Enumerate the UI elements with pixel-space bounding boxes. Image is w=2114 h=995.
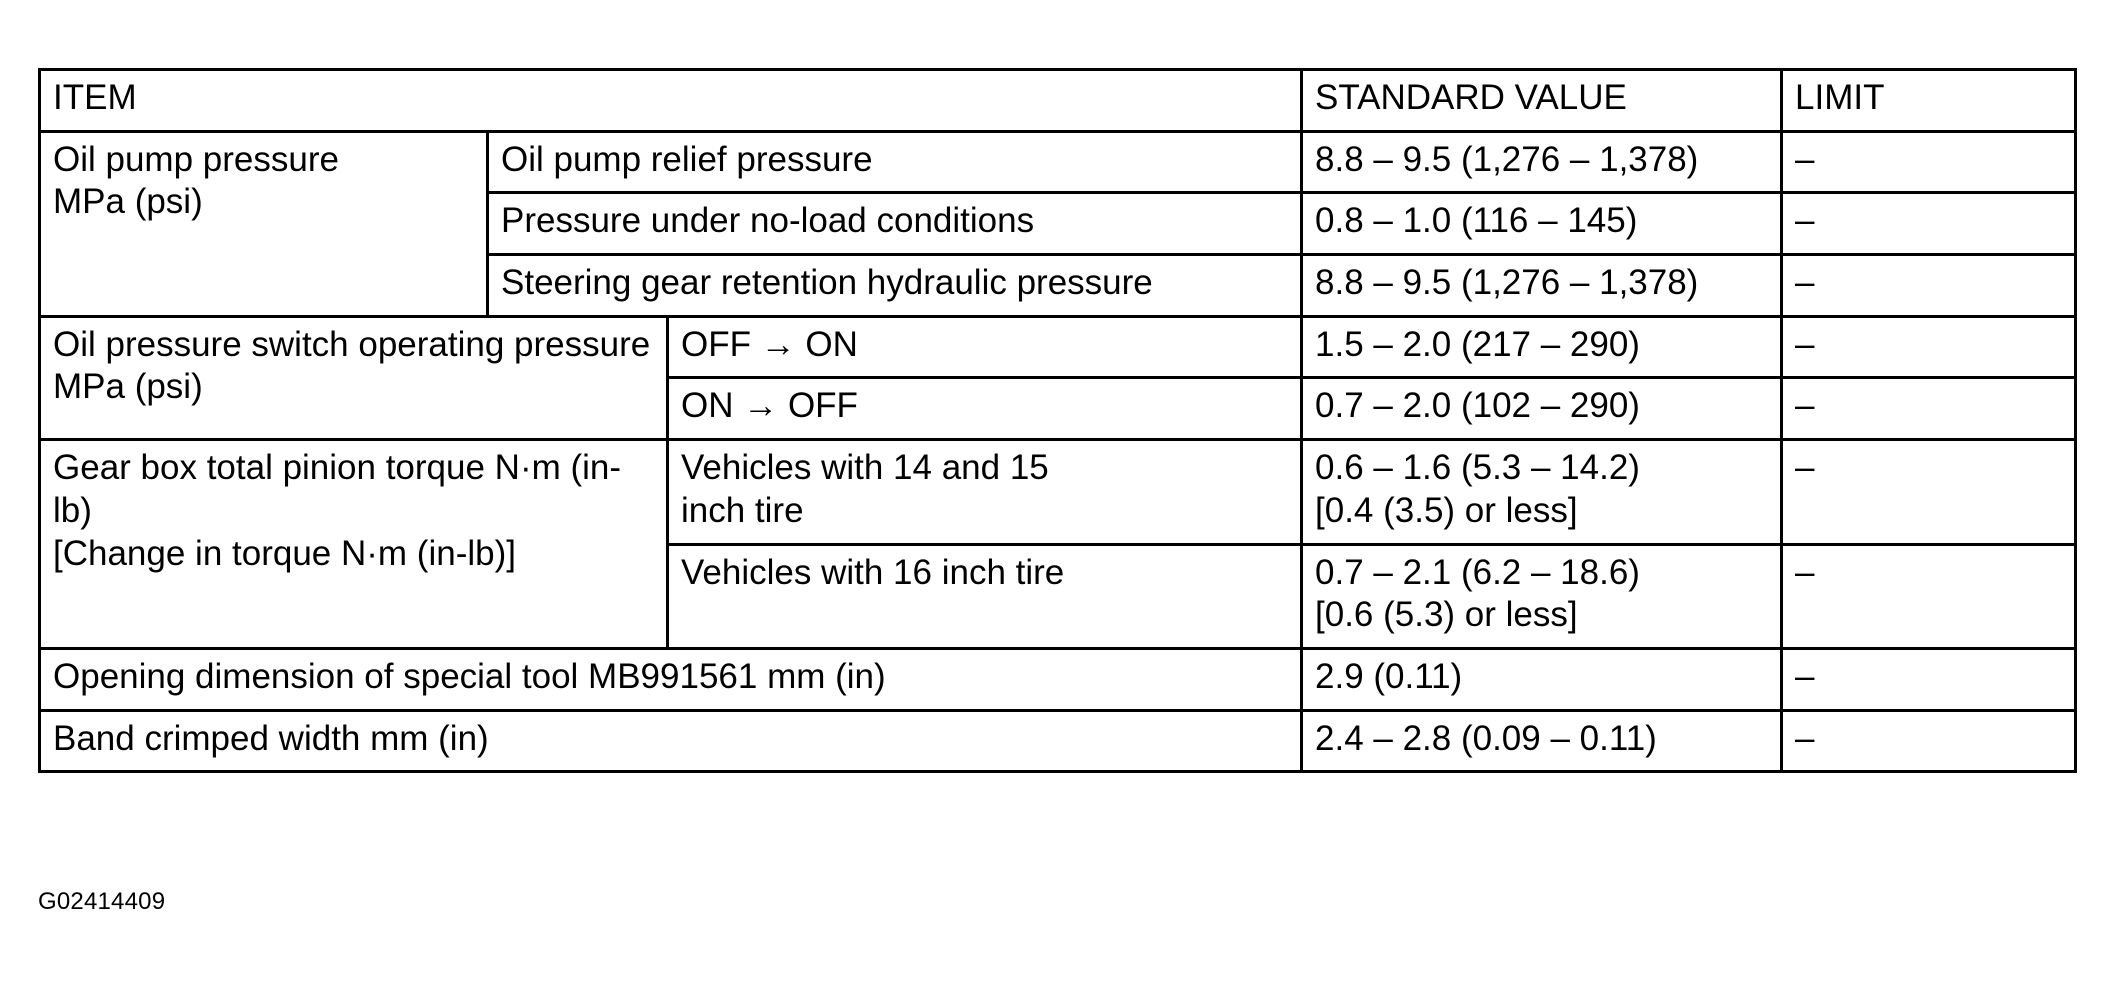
item-line-2: [Change in torque N·m (in-lb)] bbox=[53, 533, 516, 573]
standard-value-steering-gear-retention: 8.8 – 9.5 (1,276 – 1,378) bbox=[1302, 255, 1782, 317]
column-header-item: ITEM bbox=[40, 70, 1302, 132]
sub-item-steering-gear-retention: Steering gear retention hydraulic pressure bbox=[488, 255, 1302, 317]
standard-value-line-2: [0.4 (3.5) or less] bbox=[1315, 490, 1578, 530]
sub-item-pressure-no-load: Pressure under no-load conditions bbox=[488, 193, 1302, 255]
limit-steering-gear-retention: – bbox=[1782, 255, 2076, 317]
table-header-row bbox=[40, 70, 2076, 132]
standard-value-line-1: 0.7 – 2.1 (6.2 – 18.6) bbox=[1315, 552, 1640, 592]
table-row bbox=[40, 440, 2076, 544]
column-header-limit: LIMIT bbox=[1782, 70, 2076, 132]
sub-item-off-on: OFF → ON bbox=[668, 316, 1302, 378]
sub-item-line-2: inch tire bbox=[681, 490, 804, 530]
item-oil-pump-pressure bbox=[40, 131, 488, 316]
standard-value-line-2: [0.6 (5.3) or less] bbox=[1315, 595, 1578, 635]
item-oil-pressure-switch bbox=[40, 316, 668, 439]
standard-value-oil-pump-relief: 8.8 – 9.5 (1,276 – 1,378) bbox=[1302, 131, 1782, 193]
limit-band-crimped-width: – bbox=[1782, 710, 2076, 772]
table-row bbox=[40, 710, 2076, 772]
item-line-1: Oil pump pressure bbox=[53, 139, 339, 179]
sub-item-on-off: ON → OFF bbox=[668, 378, 1302, 440]
limit-opening-dimension: – bbox=[1782, 648, 2076, 710]
standard-value-tire-14-15 bbox=[1302, 440, 1782, 544]
table-row bbox=[40, 648, 2076, 710]
standard-value-line-1: 0.6 – 1.6 (5.3 – 14.2) bbox=[1315, 448, 1640, 488]
standard-value-off-on: 1.5 – 2.0 (217 – 290) bbox=[1302, 316, 1782, 378]
limit-off-on: – bbox=[1782, 316, 2076, 378]
item-band-crimped-width: Band crimped width mm (in) bbox=[40, 710, 1302, 772]
item-line-2: MPa (psi) bbox=[53, 367, 203, 407]
standard-value-on-off: 0.7 – 2.0 (102 – 290) bbox=[1302, 378, 1782, 440]
item-gear-box-pinion-torque bbox=[40, 440, 668, 649]
sub-item-oil-pump-relief: Oil pump relief pressure bbox=[488, 131, 1302, 193]
standard-value-opening-dimension: 2.9 (0.11) bbox=[1302, 648, 1782, 710]
limit-tire-16: – bbox=[1782, 544, 2076, 648]
item-line-1: Gear box total pinion torque N·m (in-lb) bbox=[53, 448, 622, 530]
sub-item-tire-14-15 bbox=[668, 440, 1302, 544]
standard-value-tire-16 bbox=[1302, 544, 1782, 648]
spec-table-container bbox=[38, 68, 2078, 773]
limit-pressure-no-load: – bbox=[1782, 193, 2076, 255]
table-row bbox=[40, 316, 2076, 378]
sub-item-tire-16: Vehicles with 16 inch tire bbox=[668, 544, 1302, 648]
standard-value-band-crimped-width: 2.4 – 2.8 (0.09 – 0.11) bbox=[1302, 710, 1782, 772]
figure-caption: G02414409 bbox=[38, 888, 166, 915]
limit-on-off: – bbox=[1782, 378, 2076, 440]
column-header-standard-value: STANDARD VALUE bbox=[1302, 70, 1782, 132]
table-row bbox=[40, 131, 2076, 193]
item-line-2: MPa (psi) bbox=[53, 182, 203, 222]
item-opening-dimension: Opening dimension of special tool MB991561 mm (in) bbox=[40, 648, 1302, 710]
limit-oil-pump-relief: – bbox=[1782, 131, 2076, 193]
sub-item-line-1: Vehicles with 14 and 15 bbox=[681, 448, 1049, 488]
limit-tire-14-15: – bbox=[1782, 440, 2076, 544]
standard-value-pressure-no-load: 0.8 – 1.0 (116 – 145) bbox=[1302, 193, 1782, 255]
specification-table bbox=[38, 68, 2077, 773]
item-line-1: Oil pressure switch operating pressure bbox=[53, 324, 651, 364]
